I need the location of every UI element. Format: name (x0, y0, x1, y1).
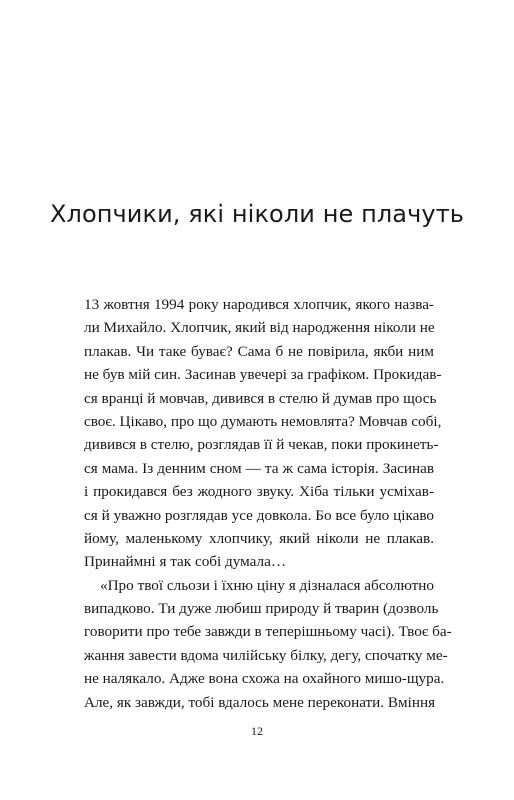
text-line: ся вранці й мовчав, дивився в стелю й думав про щось (84, 389, 437, 407)
chapter-title: Хлопчики, які ніколи не плачуть (49, 200, 465, 228)
text-line: Але, як завжди, тобі вдалось мене переконати. Вміння (84, 693, 436, 711)
text-line: і прокидався без жодного звуку. Хіба тільки усміхав- (84, 483, 434, 501)
text-line: 13 жовтня 1994 року народився хлопчик, якого назва- (84, 296, 434, 313)
text-line: йому, маленькому хлопчику, який ніколи не плакав. (84, 529, 434, 547)
page-number: 12 (251, 724, 263, 738)
text-line: говорити про тебе завжди в теперішньому часі). Твоє ба- (84, 623, 452, 641)
text-line: «Про твої сльози і їхню ціну я дізналася абсолютно (100, 576, 434, 594)
text-line: жання завести вдома чилійську білку, дегу, спочатку ме- (84, 646, 448, 664)
text-line: ся мама. Із денним сном — та ж сама історія. Засинав (84, 459, 434, 477)
text-line: плакав. Чи таке буває? Сама б не повірила, якби ним (84, 342, 434, 360)
text-line: своє. Цікаво, про що думають немовлята? Мовчав собі, (84, 412, 442, 430)
text-line: дивився в стелю, розглядав її й чекав, поки прокинеть- (84, 436, 439, 454)
body-text (84, 293, 452, 714)
text-line: випадково. Ти дуже любиш природу й тварин (дозволь (84, 600, 439, 618)
text-line: не був мій син. Засинав увечері за графіком. Прокидав- (84, 366, 442, 384)
text-line: ли Михайло. Хлопчик, який від народження ніколи не (84, 319, 435, 337)
text-line: не налякало. Адже вона схожа на охайного мишо-щура. (84, 670, 445, 688)
text-line: Принаймні я так собі думала… (84, 553, 287, 571)
text-line: ся й уважно розглядав усе довкола. Бо все було цікаво (84, 506, 434, 524)
